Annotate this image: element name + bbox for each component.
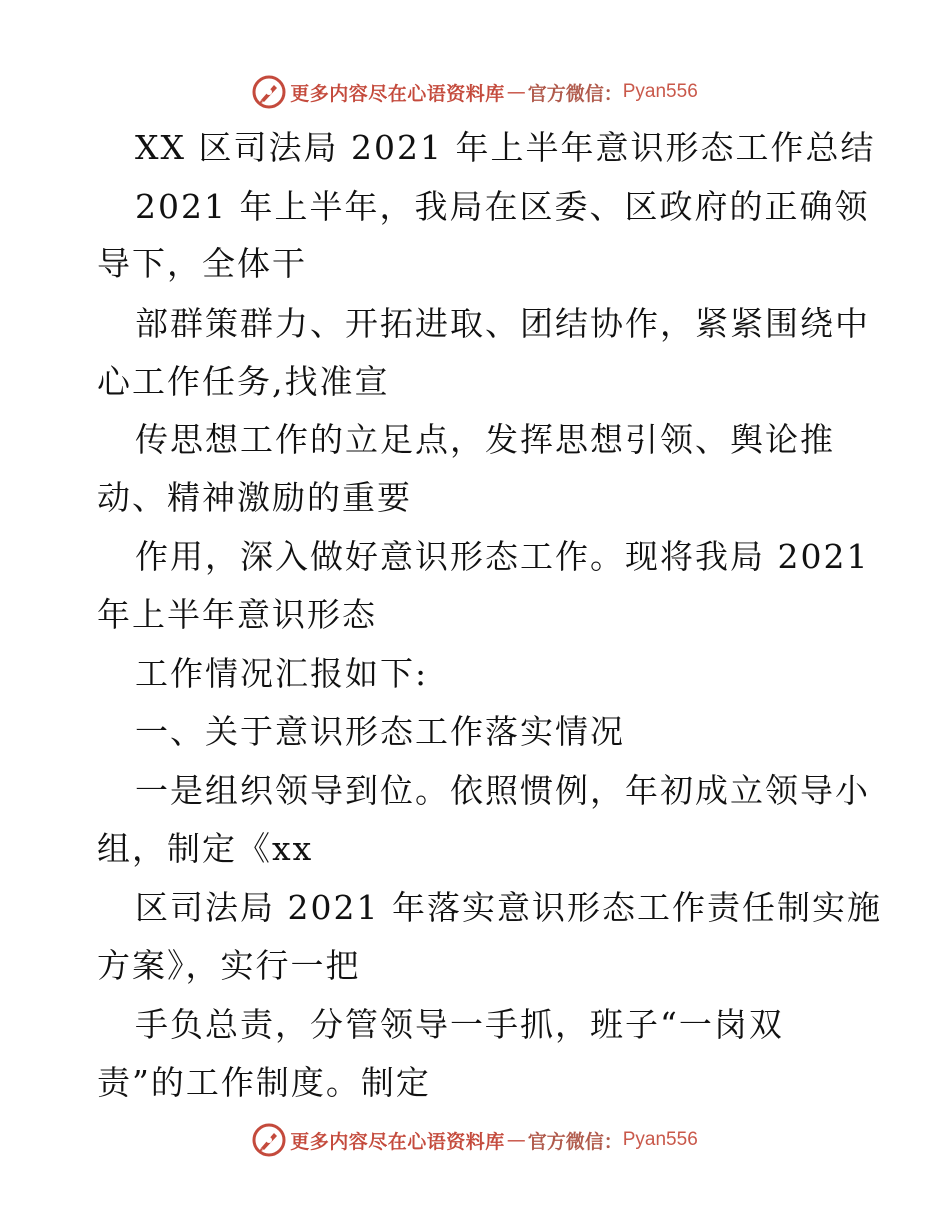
banner-wechat-id: Pyan556 [622, 1129, 698, 1150]
document-line: 传思想工作的立足点，发挥思想引领、舆论推 [135, 420, 835, 459]
document-title: XX 区司法局 2021 年上半年意识形态工作总结 [135, 128, 876, 167]
document-line: 动、精神激励的重要 [97, 478, 412, 517]
document-line: 一是组织领导到位。依照惯例，年初成立领导小 [135, 771, 870, 810]
banner-wechat-label: 官方微信： [527, 1130, 623, 1153]
document-line: 导下，全体干 [97, 244, 307, 283]
pen-logo-icon [252, 1123, 286, 1157]
pen-logo-icon [252, 75, 286, 109]
document-line: 工作情况汇报如下: [135, 654, 429, 693]
document-line: 年上半年意识形态 [97, 595, 377, 634]
document-line: 区司法局 2021 年落实意识形态工作责任制实施 [135, 888, 882, 927]
banner-wechat-label: 官方微信： [527, 82, 623, 105]
document-line: 部群策群力、开拓进取、团结协作，紧紧围绕中 [135, 304, 870, 343]
document-line: 方案》，实行一把 [97, 946, 361, 985]
document-line: 心工作任务,找准宣 [97, 362, 390, 401]
banner-dash: — [506, 81, 526, 103]
section-heading: 一、关于意识形态工作落实情况 [135, 712, 625, 751]
document-line: 组，制定《xx [97, 829, 314, 868]
footer-banner [0, 1120, 950, 1160]
document-line: 作用，深入做好意识形态工作。现将我局 2021 [135, 537, 870, 576]
banner-wechat-id: Pyan556 [622, 81, 698, 102]
header-banner [0, 72, 950, 112]
banner-main-text: 更多内容尽在心语资料库 [290, 82, 505, 105]
banner-main-text: 更多内容尽在心语资料库 [290, 1130, 505, 1153]
banner-dash: — [506, 1129, 526, 1151]
document-line: 2021 年上半年，我局在区委、区政府的正确领 [135, 187, 870, 226]
document-line: 手负总责，分管领导一手抓，班子“一岗双 [135, 1005, 784, 1044]
document-line: 责”的工作制度。制定 [97, 1063, 431, 1102]
